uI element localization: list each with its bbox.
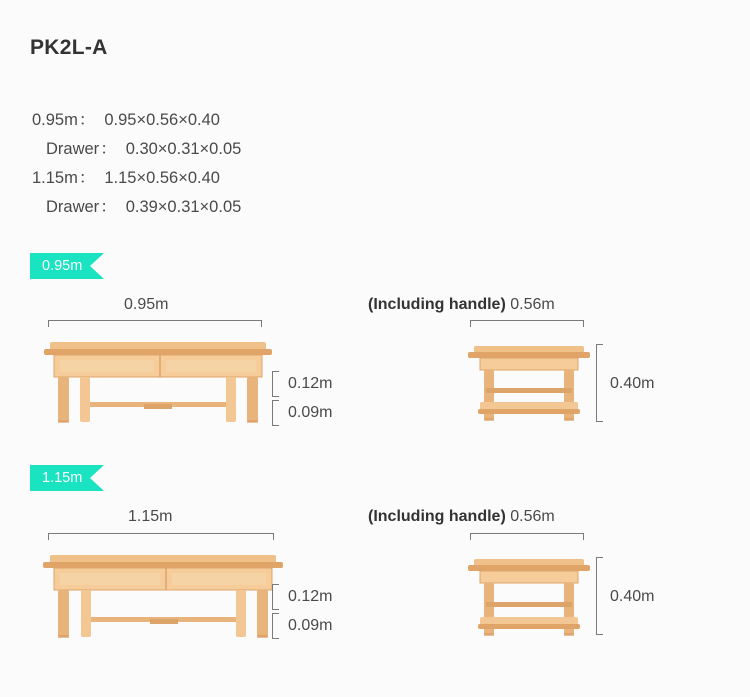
side-depth-label-0 [368, 296, 555, 314]
front-detail-bracket-0-a [272, 371, 279, 397]
side-handle-note-1: (Including handle) [368, 508, 506, 525]
side-depth-value-1: 0.56m [510, 508, 555, 525]
spec-row [32, 135, 241, 164]
page-title: PK2L-A [30, 36, 108, 59]
section-tag-0 [30, 253, 104, 279]
spec-value: 0.30×0.31×0.05 [125, 140, 242, 158]
spec-value: 0.95×0.56×0.40 [104, 111, 220, 129]
spec-list [32, 106, 241, 222]
spec-value: 1.15×0.56×0.40 [104, 169, 220, 187]
spec-key: Drawer [46, 198, 100, 216]
table-front-view-illustration-1 [40, 549, 286, 652]
spec-row [32, 106, 241, 135]
front-detail-bracket-0-b [272, 400, 279, 426]
spec-colon: ： [100, 198, 117, 216]
front-width-bracket-1 [48, 533, 274, 540]
side-height-bracket-0 [596, 344, 603, 422]
table-side-view-illustration-0 [466, 336, 592, 433]
side-height-label-0: 0.40m [610, 375, 655, 392]
front-width-bracket-0 [48, 320, 262, 327]
section-tag-1 [30, 465, 104, 491]
spec-colon: ： [78, 169, 96, 187]
spec-value: 0.39×0.31×0.05 [125, 198, 242, 216]
side-handle-note-0: (Including handle) [368, 296, 506, 313]
section-tag-label: 0.95m [42, 258, 83, 274]
front-detail-label-1-b: 0.09m [288, 617, 333, 634]
front-detail-bracket-1-b [272, 613, 279, 639]
front-width-label-0: 0.95m [124, 296, 169, 313]
spec-colon: ： [100, 140, 117, 158]
front-width-label-1: 1.15m [128, 508, 173, 525]
section-tag-label: 1.15m [42, 470, 83, 486]
spec-key: Drawer [46, 140, 100, 158]
table-side-view-illustration-1 [466, 549, 592, 650]
front-detail-bracket-1-a [272, 584, 279, 610]
table-front-view-illustration-0 [40, 336, 276, 433]
side-depth-bracket-1 [470, 533, 584, 540]
front-detail-label-1-a: 0.12m [288, 588, 333, 605]
front-detail-label-0-a: 0.12m [288, 375, 333, 392]
side-height-label-1: 0.40m [610, 588, 655, 605]
side-depth-value-0: 0.56m [510, 296, 555, 313]
spec-colon: ： [78, 111, 96, 129]
side-depth-bracket-0 [470, 320, 584, 327]
spec-row [32, 193, 241, 222]
side-depth-label-1 [368, 508, 555, 526]
side-height-bracket-1 [596, 557, 603, 635]
spec-row [32, 164, 241, 193]
spec-key: 0.95m [32, 111, 78, 129]
front-detail-label-0-b: 0.09m [288, 404, 333, 421]
spec-key: 1.15m [32, 169, 78, 187]
